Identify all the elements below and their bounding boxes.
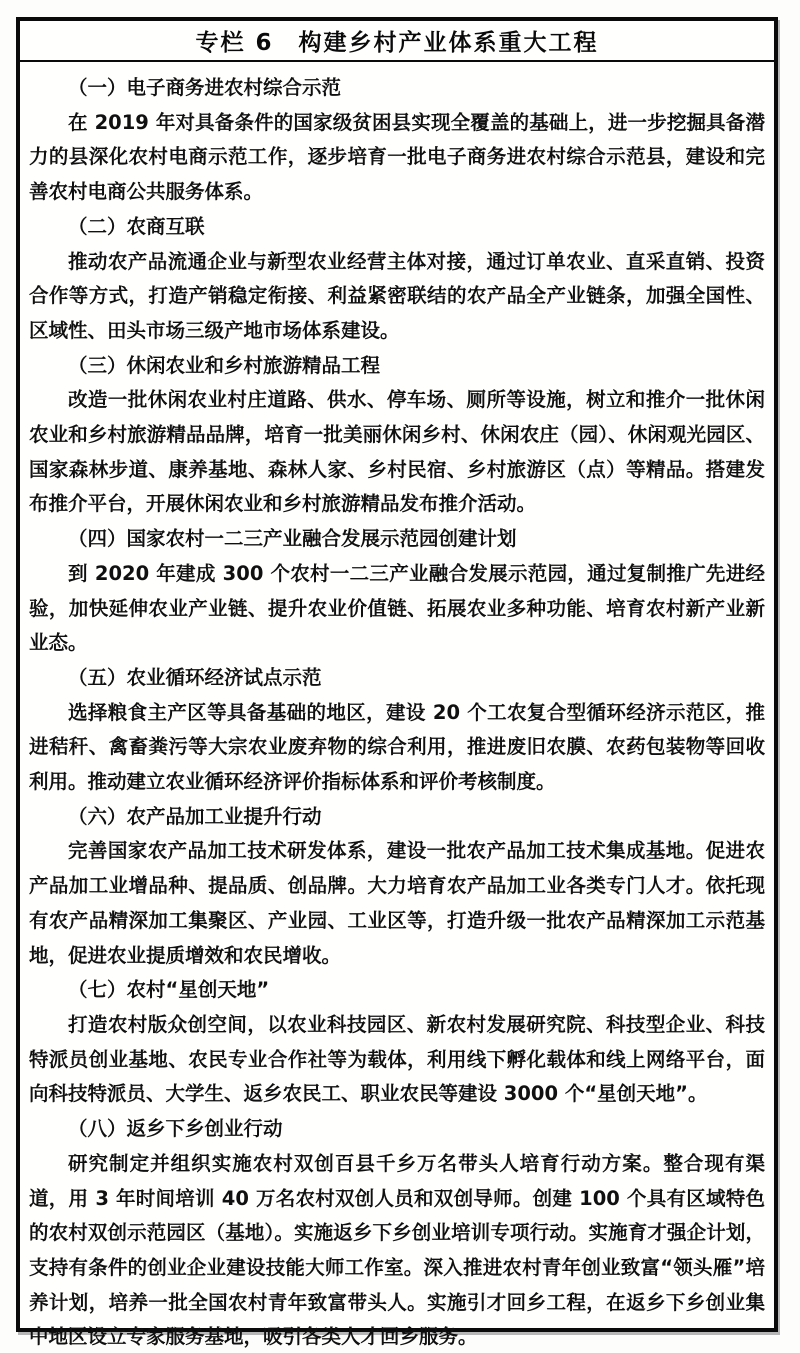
section-paragraph: 完善国家农产品加工技术研发体系，建设一批农产品加工技术集成基地。促进农产品加工业增品种、提品质、创品牌。大力培育农产品加工业各类专门人才。依托现有农产品精深加工集聚区、产业园、工业区等，打造升级一批农产品精深加工示范基地，促进农业提质增效和农民增收。 bbox=[29, 839, 765, 967]
section-paragraph: 到 2020 年建成 300 个农村一二三产业融合发展示范园，通过复制推广先进经验，加快延伸农业产业链、提升农业价值链、拓展农业多种功能、培育农村新产业新业态。 bbox=[29, 561, 765, 655]
section-paragraph: 改造一批休闲农业村庄道路、供水、停车场、厕所等设施，树立和推介一批休闲农业和乡村旅游精品品牌，培育一批美丽休闲乡村、休闲农庄（园）、休闲观光园区、国家森林步道、康养基地、森林人家、乡村民宿、乡村旅游区（点）等精品。搭建发布推介平台，开展休闲农业和乡村旅游精品发布推介活动。 bbox=[29, 388, 765, 516]
section-heading: （六）农产品加工业提升行动 bbox=[68, 804, 322, 828]
section-paragraph: 在 2019 年对具备条件的国家级贫困县实现全覆盖的基础上，进一步挖掘具备潜力的县深化农村电商示范工作，逐步培育一批电子商务进农村综合示范县，建设和完善农村电商公共服务体系。 bbox=[29, 110, 765, 204]
section-paragraph: 打造农村版众创空间，以农业科技园区、新农村发展研究院、科技型企业、科技特派员创业基地、农民专业合作社等为载体，利用线下孵化载体和线上网络平台，面向科技特派员、大学生、返乡农民工、职业农民等建设 3000 个“星创天地”。 bbox=[29, 1012, 765, 1106]
section-heading: （二）农商互联 bbox=[68, 214, 205, 238]
section-heading: （七）农村“星创天地” bbox=[68, 978, 270, 1002]
section-paragraph: 推动农产品流通企业与新型农业经营主体对接，通过订单农业、直采直销、投资合作等方式，打造产销稳定衔接、利益紧密联结的农产品全产业链条，加强全国性、区域性、田头市场三级产地市场体系建设。 bbox=[29, 249, 765, 342]
panel-title: 专栏 6 构建乡村产业体系重大工程 bbox=[20, 21, 774, 62]
section-heading: （三）休闲农业和乡村旅游精品工程 bbox=[68, 353, 381, 377]
section-paragraph: 选择粮食主产区等具备基础的地区，建设 20 个工农复合型循环经济示范区，推进秸秆、禽畜粪污等大宗农业废弃物的综合利用，推进废旧农膜、农药包装物等回收利用。推动建立农业循环经济评价指标体系和评价考核制度。 bbox=[29, 700, 765, 794]
section-heading: （四）国家农村一二三产业融合发展示范园创建计划 bbox=[68, 527, 517, 551]
feature-box bbox=[16, 17, 778, 1349]
section-heading: （五）农业循环经济试点示范 bbox=[68, 665, 322, 689]
section-heading: （一）电子商务进农村综合示范 bbox=[68, 76, 342, 99]
section-paragraph: 研究制定并组织实施农村双创百县千乡万名带头人培育行动方案。整合现有渠道，用 3 年时间培训 40 万名农村双创人员和双创导师。创建 100 个具有区域特色的农村双创示范园区（基地）。实施返乡下乡创业培训专项行动。实施育才强企计划，支持有条件的创业企业建设技能大师工作室。深入推进农村青年创业致富“领头雁”培养计划，培养一批全国农村青年致富带头人。实施引才回乡工程，在返乡下乡创业集中地区设立专家服务基地，吸引各类人才回乡服务。 bbox=[29, 1151, 765, 1349]
panel-body bbox=[20, 62, 774, 1353]
section-heading: （八）返乡下乡创业行动 bbox=[68, 1117, 283, 1141]
